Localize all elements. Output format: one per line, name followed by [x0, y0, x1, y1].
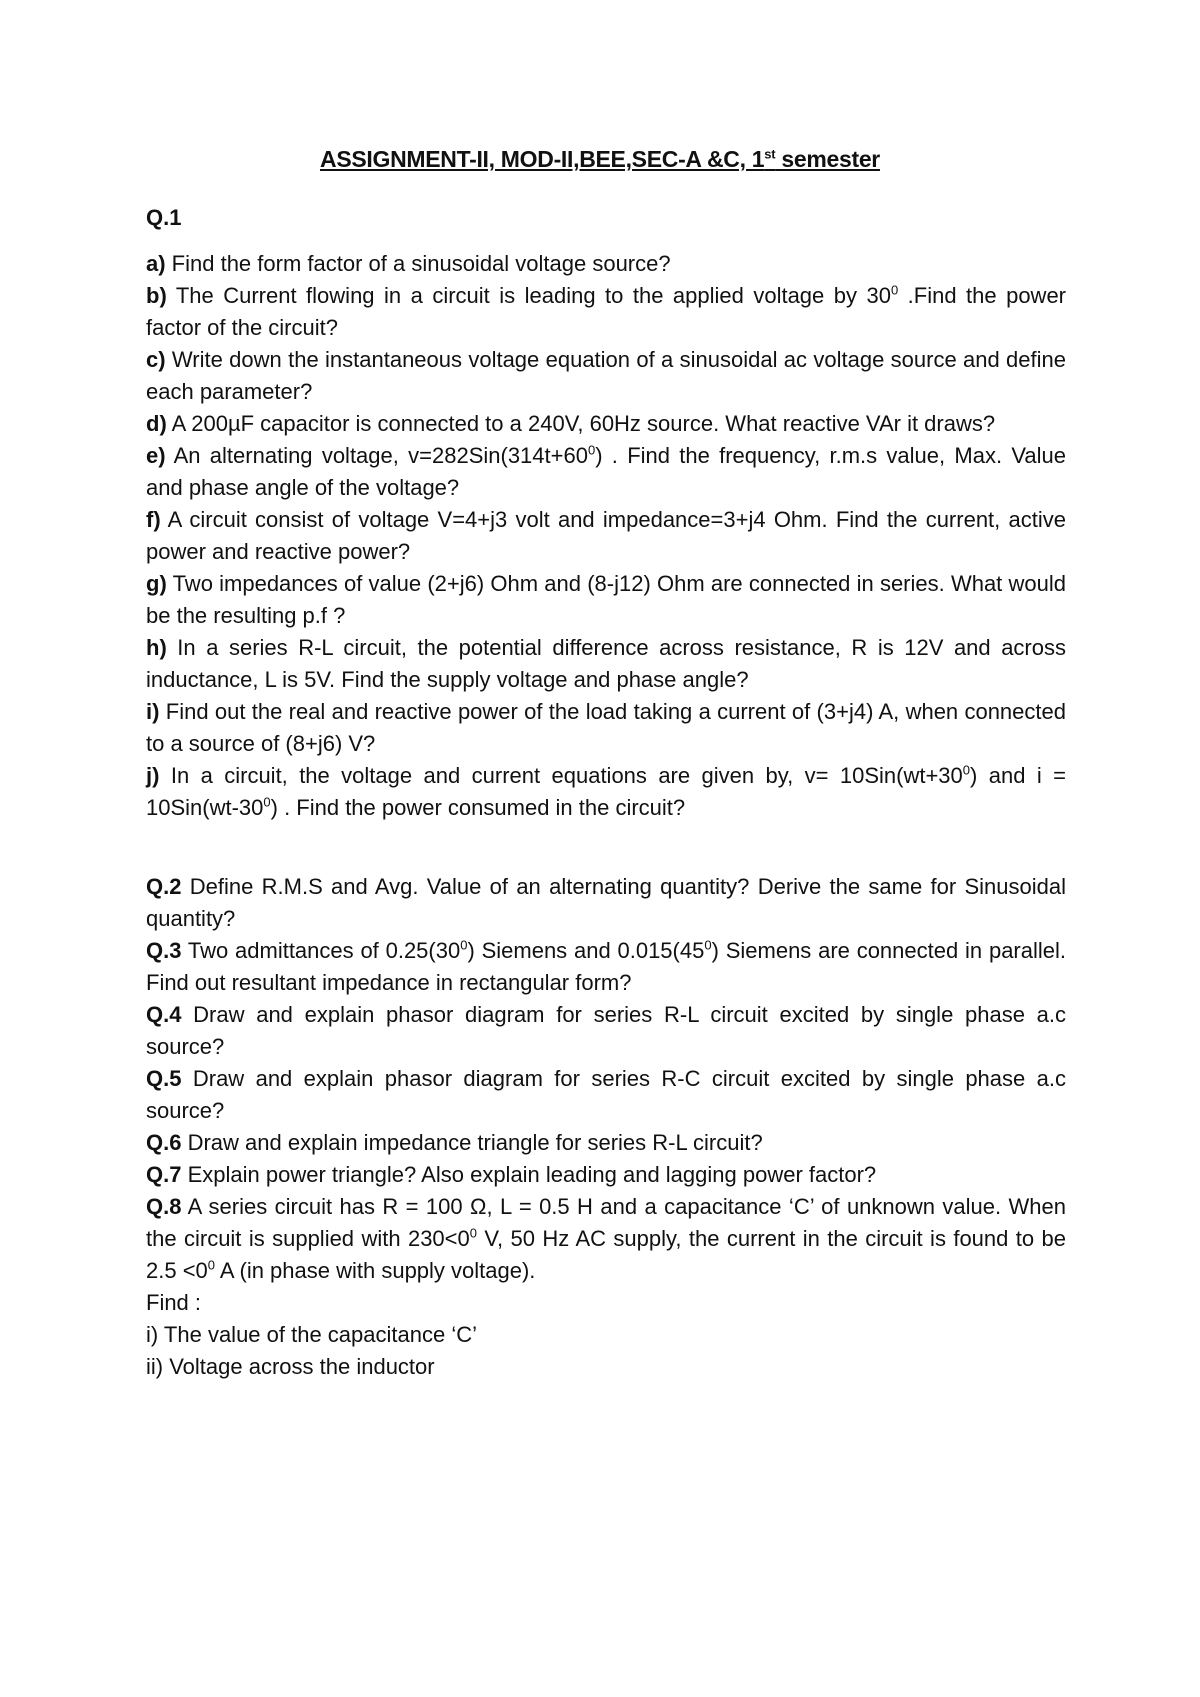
question-7: Q.7 Explain power triangle? Also explain leading and lagging power factor?: [146, 1162, 877, 1187]
q8-find-item-2: ii) Voltage across the inductor: [146, 1354, 435, 1379]
q1-part-j: j) In a circuit, the voltage and current equations are given by, $v= 10Sin(wt+30^0)$ and $i = 10Sin(wt-30^0)$ . Find the power consumed in the circuit?: [146, 762, 1066, 820]
q1-part-c: c) Write down the instantaneous voltage equation of a sinusoidal ac voltage source and define each parameter?: [146, 347, 1066, 404]
q8-find-item-1: i) The value of the capacitance ‘C’: [146, 1322, 477, 1347]
q1-part-g: g) Two impedances of value (2+j6) Ohm and (8-j12) Ohm are connected in series. What would be the resulting p.f ?: [146, 571, 1066, 628]
question-8: Q.8 A series circuit has R = 100 Ω, L = 0.5 H and a capacitance ‘C’ of unknown value. When the circuit is supplied with $230<0^0$ V, 50 Hz AC supply, the current in the circuit is found to be $2.5 <0^0$ A (in phase with supply voltage).: [146, 1194, 1066, 1283]
q1-part-h: h) In a series R-L circuit, the potential difference across resistance, R is 12V and across inductance, L is 5V. Find the supply voltage and phase angle?: [146, 635, 1066, 692]
question-4: Q.4 Draw and explain phasor diagram for series R-L circuit excited by single phase a.c source?: [146, 1002, 1066, 1059]
question-2: Q.2 Define R.M.S and Avg. Value of an alternating quantity? Derive the same for Sinusoidal quantity?: [146, 874, 1066, 931]
question-6: Q.6 Draw and explain impedance triangle for series R-L circuit?: [146, 1130, 763, 1155]
page-title: ASSIGNMENT-II, MOD-II,BEE,SEC-A &C, 1st semester: [320, 146, 880, 172]
q1-part-i: i) Find out the real and reactive power of the load taking a current of (3+j4) A, when connected to a source of (8+j6) V?: [146, 699, 1066, 756]
q1-part-b: b) The Current flowing in a circuit is leading to the applied voltage by $30^0$ .Find the power factor of the circuit?: [146, 282, 1067, 340]
section-gap: [146, 824, 1066, 871]
q1-part-d: d) A 200µF capacitor is connected to a 240V, 60Hz source. What reactive VAr it draws?: [146, 411, 996, 436]
question-1-label: Q.1: [146, 205, 182, 230]
q1-part-f: f) A circuit consist of voltage V=4+j3 volt and impedance=3+j4 Ohm. Find the current, active power and reactive power?: [146, 507, 1066, 564]
q1-part-e: e) An alternating voltage, $v=282Sin(314t+60^0)$ . Find the frequency, r.m.s value, Max. Value and phase angle of the voltage?: [146, 442, 1066, 500]
question-body: [146, 248, 1066, 1383]
q8-find-label: Find :: [146, 1290, 202, 1315]
question-3: Q.3 Two admittances of $0.25(30^0)$ Siemens and $0.015(45^0)$ Siemens are connected in parallel. Find out resultant impedance in rectangular form?: [146, 937, 1066, 995]
q1-part-a: a) Find the form factor of a sinusoidal voltage source?: [146, 251, 671, 276]
question-5: Q.5 Draw and explain phasor diagram for series R-C circuit excited by single phase a.c source?: [146, 1066, 1066, 1123]
